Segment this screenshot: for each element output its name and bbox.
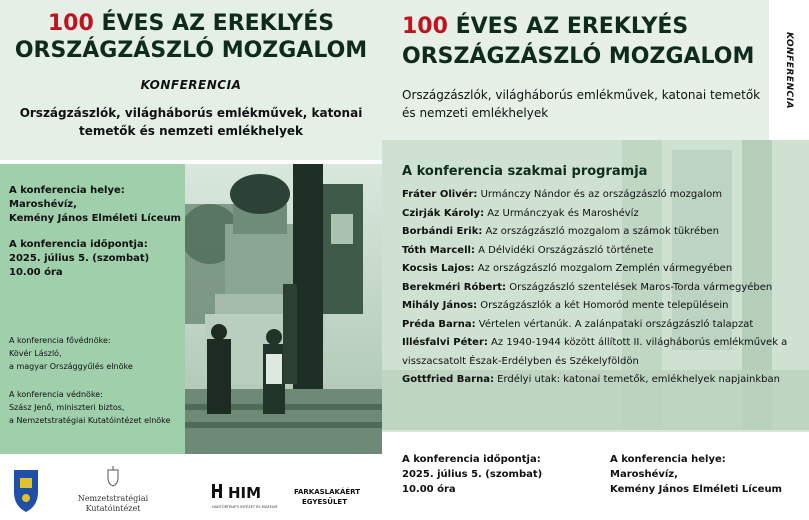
left-title-line2: ORSZÁGZÁSZLÓ MOZGALOM <box>14 38 368 63</box>
program-item <box>402 371 802 390</box>
left-poster <box>0 0 382 520</box>
him-mark-icon <box>212 484 222 498</box>
program-item <box>402 279 802 298</box>
speaker-name: Borbándi Erik: <box>402 226 483 237</box>
him-logo-subtext: HADTÖRTÉNETI INTÉZET ÉS MÚZEUM <box>212 505 278 509</box>
left-title <box>0 10 382 64</box>
talk-title: Országzászló szentelések Maros-Torda vármegyében <box>506 281 773 293</box>
speaker-name: Gottfried Barna: <box>402 374 494 385</box>
historic-photo-illustration <box>185 164 382 454</box>
right-time-value: 10.00 óra <box>402 484 456 495</box>
coat-of-arms-icon <box>14 470 38 512</box>
left-subtitle: Országzászlók, világháborús emlékművek, katonai temetők és nemzeti emlékhelyek <box>19 106 363 138</box>
speaker-name: Tóth Marcell: <box>402 244 475 256</box>
left-patron-role: a magyar Országgyűlés elnöke <box>9 362 133 371</box>
speaker-name: Kocsis Lajos: <box>402 263 475 274</box>
nsk-logo-line2: Kutatóintézet <box>85 504 141 513</box>
talk-title: Az országzászló mozgalom Zemplén vármegyében <box>474 263 733 274</box>
him-logo-text: HIM <box>228 484 262 502</box>
right-subtitle: Országzászlók, világháborús emlékművek, katonai temetők és nemzeti emlékhelyek <box>402 88 761 120</box>
right-venue-city: Maroshévíz, <box>610 469 678 480</box>
left-patron <box>9 334 133 373</box>
right-title-line1: ÉVES AZ EREKLYÉS <box>447 14 689 39</box>
right-title <box>402 12 754 72</box>
right-title-line2: ORSZÁGZÁSZLÓ MOZGALOM <box>402 44 755 69</box>
right-venue-school: Kemény János Elméleti Líceum <box>610 484 782 495</box>
left-patron-label: A konferencia fővédnöke: <box>9 336 111 345</box>
program-title: A konferencia szakmai programja <box>402 164 648 179</box>
right-side-label: KONFERENCIA <box>784 31 794 109</box>
left-venue <box>9 184 181 226</box>
right-header <box>382 0 769 140</box>
right-date <box>402 452 542 497</box>
program-item <box>402 223 802 242</box>
left-venue-city: Maroshévíz, <box>9 199 77 210</box>
farkaslaka-logo-line2: EGYESÜLET <box>302 498 347 506</box>
speaker-name: Berekméri Róbert: <box>402 281 507 293</box>
right-poster <box>382 0 809 520</box>
talk-title: Az országzászló mozgalom a számok tükrében <box>482 226 719 237</box>
program-item <box>402 242 802 261</box>
left-title-line1: ÉVES AZ EREKLYÉS <box>93 11 335 36</box>
left-time-value: 10.00 óra <box>9 267 63 278</box>
talk-title: Erdélyi utak: katonai temetők, emlékhelyek napjainkban <box>493 374 780 385</box>
right-venue <box>610 452 782 497</box>
program-list <box>402 186 802 390</box>
left-venue-school: Kemény János Elméleti Líceum <box>9 213 181 224</box>
left-sponsor-name: Szász Jenő, miniszteri biztos, <box>9 403 125 412</box>
program-item <box>402 260 802 279</box>
speaker-name: Préda Barna: <box>402 318 476 330</box>
right-title-number: 100 <box>402 14 448 39</box>
nemzetstrategiai-crest-icon <box>108 466 118 486</box>
farkaslaka-logo-line1: FARKASLAKÁÉRT <box>294 488 361 496</box>
left-date-label: A konferencia időpontja: <box>9 239 148 250</box>
speaker-name: Fráter Olivér: <box>402 189 478 200</box>
speaker-name: Mihály János: <box>402 300 478 311</box>
left-sponsor <box>9 388 170 427</box>
speaker-name: Illésfalvi Péter: <box>402 337 488 348</box>
left-date-value: 2025. július 5. (szombat) <box>9 253 150 264</box>
right-side-strip <box>769 0 809 140</box>
left-sponsor-label: A konferencia védnöke: <box>9 390 103 399</box>
talk-title: Az 1940-1944 között állított II. világháborús emlékművek a visszacsatolt Észak-Erdélyben és Székelyföldön <box>402 337 788 367</box>
sponsor-logos <box>0 456 382 520</box>
talk-title: Országzászlók a két Homoród mente településein <box>477 300 729 311</box>
program-item <box>402 205 802 224</box>
right-venue-label: A konferencia helye: <box>610 454 726 465</box>
logo-row <box>0 456 382 520</box>
left-info-panel <box>0 164 185 454</box>
left-sponsor-role: a Nemzetstratégiai Kutatóintézet elnöke <box>9 416 171 425</box>
right-date-label: A konferencia időpontja: <box>402 454 541 465</box>
left-venue-label: A konferencia helye: <box>9 185 125 196</box>
left-header <box>0 0 382 160</box>
talk-title: Az Urmánczyak és Maroshévíz <box>484 207 639 219</box>
program-item <box>402 316 802 335</box>
left-conference-label: KONFERENCIA <box>140 78 242 92</box>
historic-photo <box>185 164 382 454</box>
speaker-name: Czirják Károly: <box>402 207 485 219</box>
program-item <box>402 186 802 205</box>
right-footer <box>382 432 809 520</box>
program-item <box>402 297 802 316</box>
talk-title: Vértelen vértanúk. A zalánpataki országzászló talapzat <box>475 318 754 330</box>
right-date-value: 2025. július 5. (szombat) <box>402 469 543 480</box>
program-item <box>402 334 802 371</box>
talk-title: A Délvidéki Országzászló története <box>474 244 654 256</box>
left-date <box>9 238 149 280</box>
talk-title: Urmánczy Nándor és az országzászló mozgalom <box>477 189 723 200</box>
left-patron-name: Kövér László, <box>9 349 62 358</box>
left-title-number: 100 <box>47 11 94 36</box>
nsk-logo-line1: Nemzetstratégiai <box>77 494 149 503</box>
